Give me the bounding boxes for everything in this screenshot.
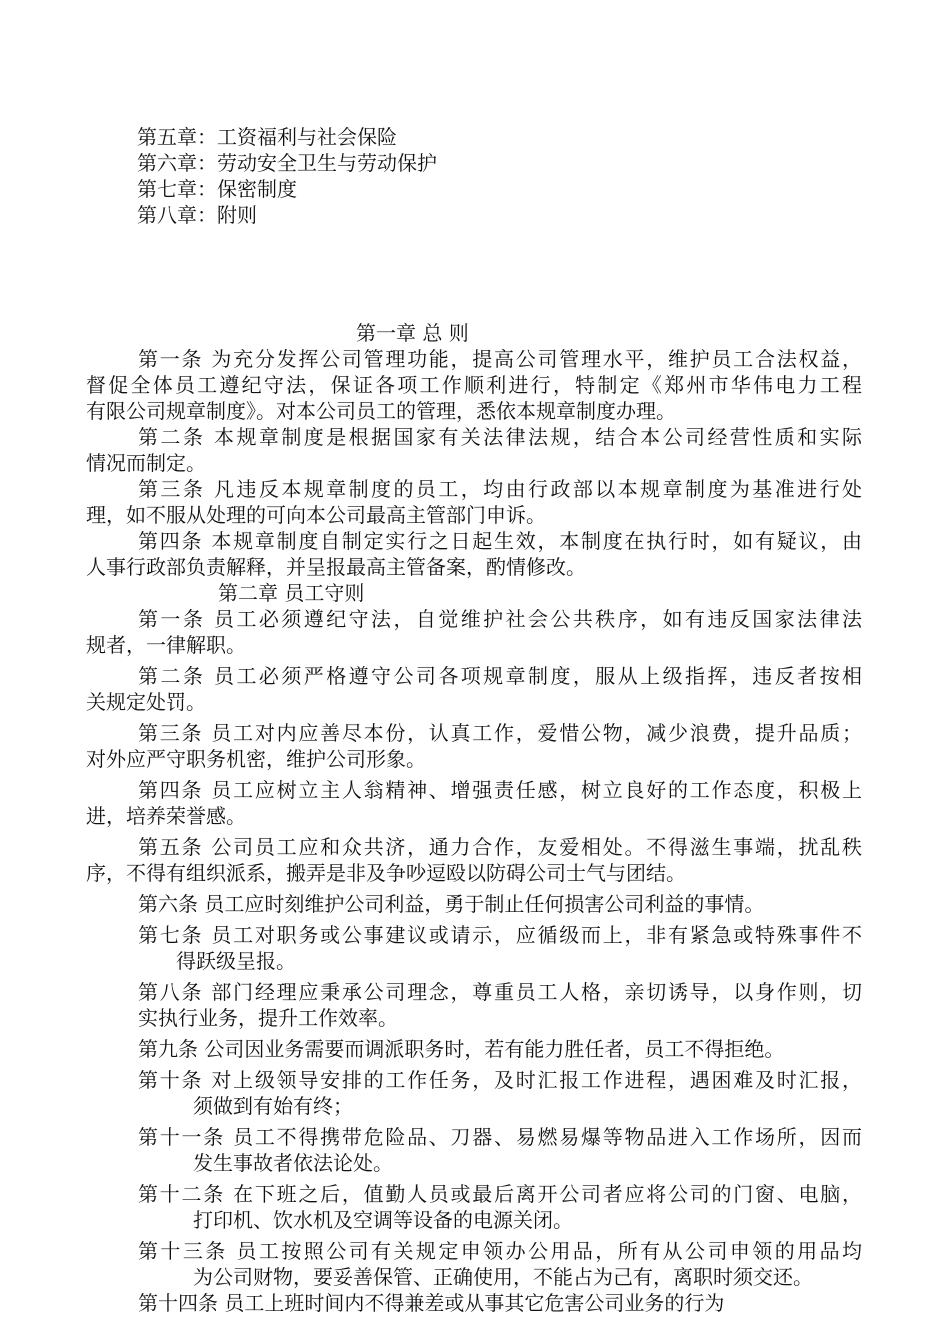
toc-item: 第五章：工资福利与社会保险 bbox=[137, 125, 397, 149]
article-line: 第九条 公司因业务需要而调派职务时，若有能力胜任者，员工不得拒绝。 bbox=[138, 1037, 785, 1061]
article-line: 第四条 员工应树立主人翁精神、增强责任感，树立良好的工作态度，积极上 bbox=[138, 778, 862, 802]
article-line: 第十二条 在下班之后，值勤人员或最后离开公司者应将公司的门窗、电脑， bbox=[138, 1182, 862, 1206]
article-line: 打印机、饮水机及空调等设备的电源关闭。 bbox=[193, 1208, 573, 1232]
article-line: 第七条 员工对职务或公事建议或请示，应循级而上，非有紧急或特殊事件不 bbox=[138, 923, 862, 947]
article-line: 第八条 部门经理应秉承公司理念，尊重员工人格，亲切诱导，以身作则，切 bbox=[138, 980, 862, 1004]
article-line: 序，不得有组织派系，搬弄是非及争吵逗殴以防碍公司士气与团结。 bbox=[86, 861, 686, 885]
article-line: 第四条 本规章制度自制定实行之日起生效，本制度在执行时，如有疑议，由 bbox=[138, 529, 862, 553]
article-line: 第五条 公司员工应和众共济，通力合作，友爱相处。不得滋生事端，扰乱秩 bbox=[138, 835, 862, 859]
article-line: 关规定处罚。 bbox=[86, 690, 206, 714]
document-body bbox=[86, 320, 862, 1316]
article-line: 第十一条 员工不得携带危险品、刀器、易燃易爆等物品进入工作场所，因而 bbox=[138, 1125, 862, 1149]
article-line: 理，如不服从处理的可向本公司最高主管部门申诉。 bbox=[86, 503, 546, 527]
toc-item: 第七章：保密制度 bbox=[137, 177, 297, 201]
article-line: 对外应严守职务机密，维护公司形象。 bbox=[86, 747, 426, 771]
article-line: 第一条 为充分发挥公司管理功能，提高公司管理水平，维护员工合法权益， bbox=[138, 347, 862, 371]
article-line: 第三条 员工对内应善尽本份，认真工作，爱惜公物，减少浪费，提升品质； bbox=[138, 721, 862, 745]
chapter-title: 第一章 总 则 bbox=[356, 321, 469, 345]
article-line: 第二条 员工必须严格遵守公司各项规章制度，服从上级指挥，违反者按相 bbox=[138, 664, 862, 688]
article-line: 第十三条 员工按照公司有关规定申领办公用品，所有从公司申领的用品均 bbox=[138, 1239, 862, 1263]
article-line: 人事行政部负责解释，并呈报最高主管备案，酌情修改。 bbox=[86, 555, 586, 579]
article-line: 进，培养荣誉感。 bbox=[86, 804, 246, 828]
article-line: 得跃级呈报。 bbox=[176, 949, 296, 973]
article-line: 须做到有始有终； bbox=[193, 1094, 353, 1118]
article-line: 实执行业务，提升工作效率。 bbox=[138, 1006, 398, 1030]
article-line: 为公司财物，要妥善保管、正确使用，不能占为己有，离职时须交还。 bbox=[193, 1265, 813, 1289]
article-line: 督促全体员工遵纪守法，保证各项工作顺利进行，特制定《郑州市华伟电力工程 bbox=[86, 373, 862, 397]
article-line: 有限公司规章制度》。对本公司员工的管理，悉依本规章制度办理。 bbox=[86, 399, 676, 423]
article-line: 第十四条 员工上班时间内不得兼差或从事其它危害公司业务的行为 bbox=[138, 1291, 725, 1315]
table-of-contents bbox=[137, 124, 437, 228]
toc-item: 第六章：劳动安全卫生与劳动保护 bbox=[137, 151, 437, 175]
chapter-title: 第二章 员工守则 bbox=[218, 581, 365, 605]
toc-item: 第八章：附则 bbox=[137, 203, 257, 227]
article-line: 情况而制定。 bbox=[86, 451, 206, 475]
article-line: 第六条 员工应时刻维护公司利益，勇于制止任何损害公司利益的事情。 bbox=[138, 892, 765, 916]
article-line: 第一条 员工必须遵纪守法，自觉维护社会公共秩序，如有违反国家法律法 bbox=[138, 607, 862, 631]
article-line: 第三条 凡违反本规章制度的员工，均由行政部以本规章制度为基准进行处 bbox=[138, 477, 862, 501]
article-line: 第二条 本规章制度是根据国家有关法律法规，结合本公司经营性质和实际 bbox=[138, 425, 862, 449]
article-line: 第十条 对上级领导安排的工作任务，及时汇报工作进程，遇困难及时汇报， bbox=[138, 1068, 862, 1092]
article-line: 发生事故者依法论处。 bbox=[193, 1151, 393, 1175]
article-line: 规者，一律解职。 bbox=[86, 633, 246, 657]
